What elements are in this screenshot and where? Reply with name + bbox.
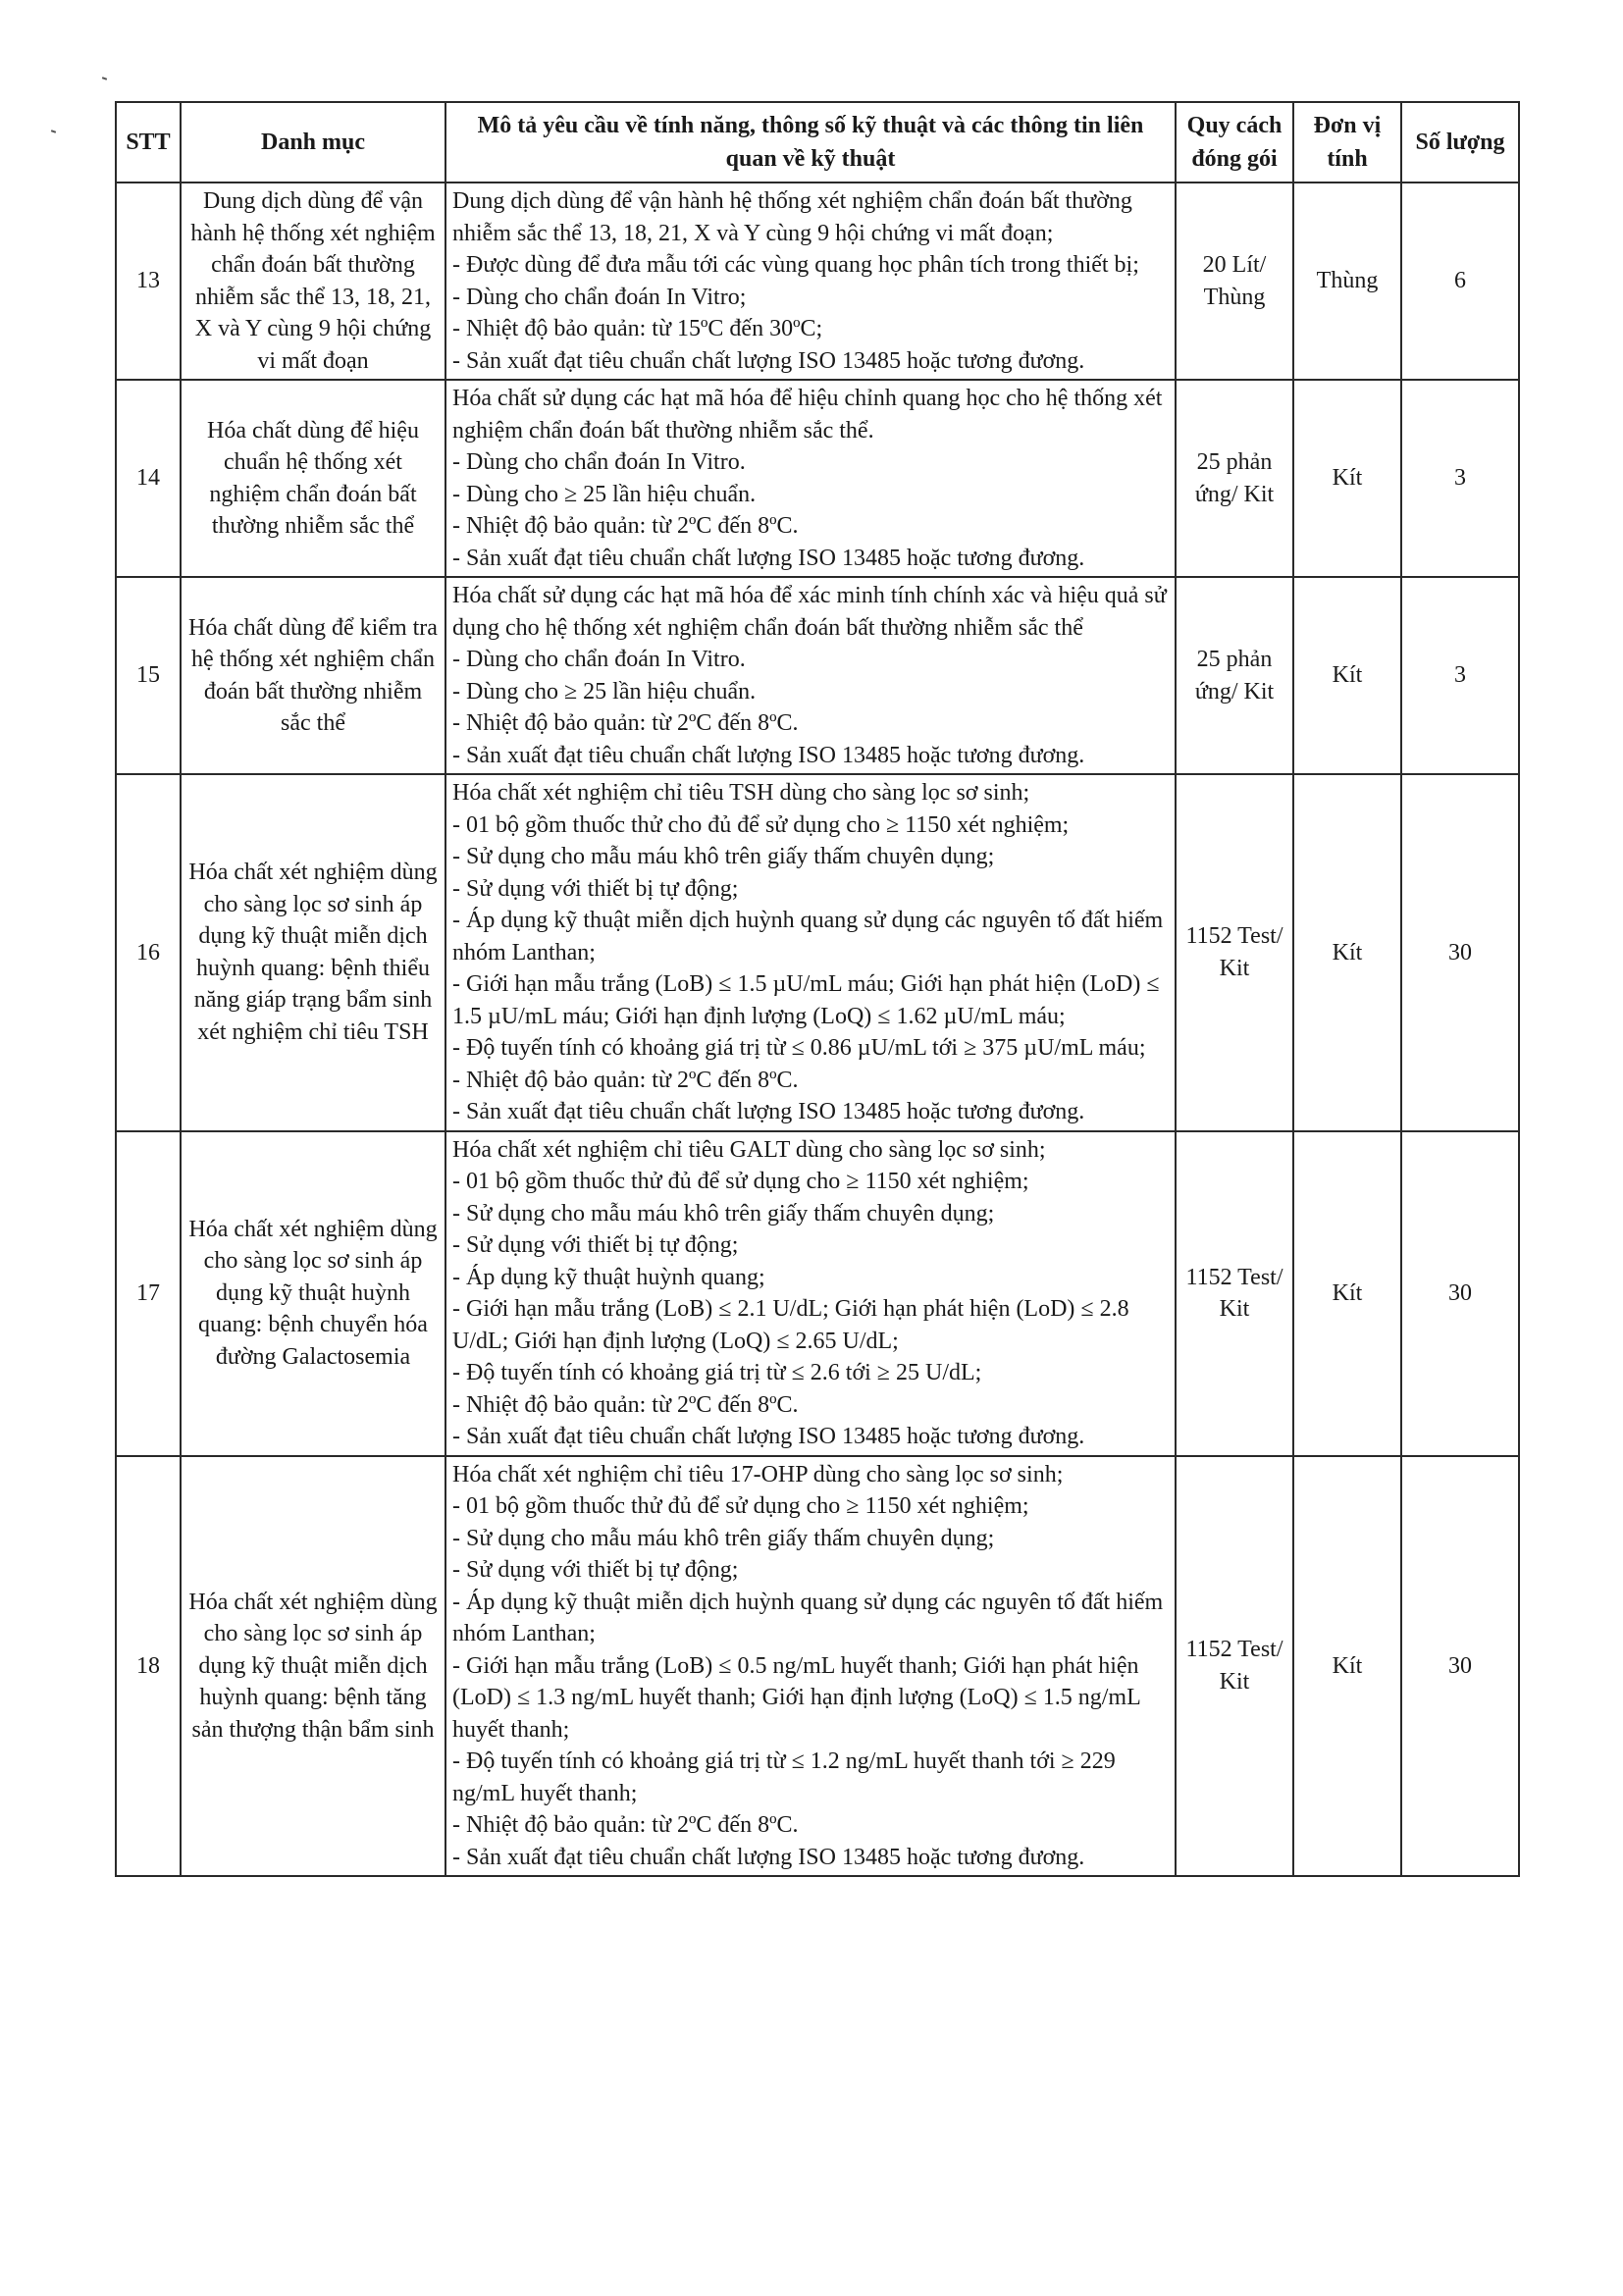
row-packaging: 1152 Test/ Kit (1176, 774, 1293, 1131)
description-line: - Áp dụng kỹ thuật miễn dịch huỳnh quang sử dụng các nguyên tố đất hiếm nhóm Lanthan; (452, 908, 1164, 965)
row-packaging: 20 Lít/ Thùng (1176, 183, 1293, 380)
row-category: Hóa chất dùng để kiểm tra hệ thống xét nghiệm chẩn đoán bất thường nhiễm sắc thể (181, 577, 445, 774)
description-line: - Nhiệt độ bảo quản: từ 15ºC đến 30ºC; (452, 316, 823, 341)
row-description (445, 774, 1176, 1131)
row-category: Hóa chất dùng để hiệu chuẩn hệ thống xét nghiệm chẩn đoán bất thường nhiễm sắc thể (181, 380, 445, 577)
header-row (116, 102, 1519, 183)
row-quantity: 30 (1401, 774, 1519, 1131)
description-line: Hóa chất xét nghiệm chỉ tiêu 17-OHP dùng cho sàng lọc sơ sinh; (452, 1461, 1064, 1487)
row-unit: Kít (1293, 380, 1401, 577)
header-category: Danh mục (181, 102, 445, 183)
header-stt: STT (116, 102, 181, 183)
description-line: - Độ tuyến tính có khoảng giá trị từ ≤ 2.6 tới ≥ 25 U/dL; (452, 1360, 982, 1385)
description-line: - Được dùng để đưa mẫu tới các vùng quang học phân tích trong thiết bị; (452, 252, 1139, 278)
description-line: - Sản xuất đạt tiêu chuẩn chất lượng ISO 13485 hoặc tương đương. (452, 545, 1085, 571)
row-category: Hóa chất xét nghiệm dùng cho sàng lọc sơ sinh áp dụng kỹ thuật miễn dịch huỳnh quang: bệnh thiểu năng giáp trạng bẩm sinh xét nghiệm chỉ tiêu TSH (181, 774, 445, 1131)
description-line: - Dùng cho chẩn đoán In Vitro. (452, 647, 746, 672)
description-line: - Giới hạn mẫu trắng (LoB) ≤ 2.1 U/dL; Giới hạn phát hiện (LoD) ≤ 2.8 U/dL; Giới hạn định lượng (LoQ) ≤ 2.65 U/dL; (452, 1296, 1129, 1354)
description-line: - Sản xuất đạt tiêu chuẩn chất lượng ISO 13485 hoặc tương đương. (452, 1844, 1085, 1870)
description-line: Hóa chất sử dụng các hạt mã hóa để xác minh tính chính xác và hiệu quả sử dụng cho hệ thống xét nghiệm chẩn đoán bất thường nhiễm sắc thể (452, 583, 1167, 641)
description-line: - Nhiệt độ bảo quản: từ 2ºC đến 8ºC. (452, 1391, 799, 1418)
description-line: - Độ tuyến tính có khoảng giá trị từ ≤ 0.86 µU/mL tới ≥ 375 µU/mL máu; (452, 1035, 1146, 1061)
scan-speck (51, 130, 56, 133)
row-quantity: 30 (1401, 1456, 1519, 1877)
description-line: - 01 bộ gồm thuốc thử đủ để sử dụng cho ≥ 1150 xét nghiệm; (452, 1493, 1029, 1519)
description-line: - Sử dụng cho mẫu máu khô trên giấy thấm chuyên dụng; (452, 1525, 995, 1551)
description-line: - Nhiệt độ bảo quản: từ 2ºC đến 8ºC. (452, 1067, 799, 1093)
row-packaging: 25 phản ứng/ Kit (1176, 577, 1293, 774)
row-unit: Kít (1293, 577, 1401, 774)
description-line: - Giới hạn mẫu trắng (LoB) ≤ 0.5 ng/mL huyết thanh; Giới hạn phát hiện (LoD) ≤ 1.3 ng/mL huyết thanh; Giới hạn định lượng (LoQ) ≤ 1.5 ng/mL huyết thanh; (452, 1652, 1140, 1743)
row-stt: 17 (116, 1131, 181, 1456)
description-line: - Dùng cho ≥ 25 lần hiệu chuẩn. (452, 678, 757, 704)
row-quantity: 3 (1401, 380, 1519, 577)
description-line: Hóa chất xét nghiệm chỉ tiêu GALT dùng cho sàng lọc sơ sinh; (452, 1136, 1046, 1163)
row-packaging: 1152 Test/ Kit (1176, 1131, 1293, 1456)
row-stt: 15 (116, 577, 181, 774)
row-description (445, 577, 1176, 774)
row-packaging: 1152 Test/ Kit (1176, 1456, 1293, 1877)
description-line: - Sử dụng với thiết bị tự động; (452, 875, 739, 902)
row-stt: 13 (116, 183, 181, 380)
table-row (116, 1131, 1519, 1456)
description-line: - Áp dụng kỹ thuật huỳnh quang; (452, 1264, 765, 1290)
row-description (445, 1456, 1176, 1877)
description-line: - Dùng cho chẩn đoán In Vitro; (452, 284, 747, 310)
row-unit: Kít (1293, 1456, 1401, 1877)
description-line: - Sử dụng cho mẫu máu khô trên giấy thấm chuyên dụng; (452, 844, 995, 869)
description-line: - Sản xuất đạt tiêu chuẩn chất lượng ISO 13485 hoặc tương đương. (452, 1424, 1085, 1449)
description-line: - Sản xuất đạt tiêu chuẩn chất lượng ISO 13485 hoặc tương đương. (452, 1099, 1085, 1124)
description-line: - 01 bộ gồm thuốc thử đủ để sử dụng cho ≥ 1150 xét nghiệm; (452, 1169, 1029, 1194)
header-packaging: Quy cách đóng gói (1176, 102, 1293, 183)
row-stt: 18 (116, 1456, 181, 1877)
row-category: Hóa chất xét nghiệm dùng cho sàng lọc sơ sinh áp dụng kỹ thuật miễn dịch huỳnh quang: bệnh tăng sản thượng thận bẩm sinh (181, 1456, 445, 1877)
description-line: - Sử dụng với thiết bị tự động; (452, 1232, 739, 1258)
description-line: Hóa chất sử dụng các hạt mã hóa để hiệu chỉnh quang học cho hệ thống xét nghiệm chẩn đoán bất thường nhiễm sắc thể. (452, 386, 1163, 444)
scan-speck (102, 77, 107, 80)
row-description (445, 1131, 1176, 1456)
row-category: Dung dịch dùng để vận hành hệ thống xét nghiệm chẩn đoán bất thường nhiễm sắc thể 13, 18, 21, X và Y cùng 9 hội chứng vi mất đoạn (181, 183, 445, 380)
header-quantity: Số lượng (1401, 102, 1519, 183)
description-line: - Giới hạn mẫu trắng (LoB) ≤ 1.5 µU/mL máu; Giới hạn phát hiện (LoD) ≤ 1.5 µU/mL máu; Giới hạn định lượng (LoQ) ≤ 1.62 µU/mL máu; (452, 971, 1160, 1029)
description-line: - Nhiệt độ bảo quản: từ 2ºC đến 8ºC. (452, 1812, 799, 1838)
description-line: - Sản xuất đạt tiêu chuẩn chất lượng ISO 13485 hoặc tương đương. (452, 347, 1085, 374)
table-row (116, 577, 1519, 774)
description-line: - Độ tuyến tính có khoảng giá trị từ ≤ 1.2 ng/mL huyết thanh tới ≥ 229 ng/mL huyết thanh; (452, 1748, 1116, 1806)
table-row (116, 183, 1519, 380)
row-unit: Thùng (1293, 183, 1401, 380)
description-line: Hóa chất xét nghiệm chỉ tiêu TSH dùng cho sàng lọc sơ sinh; (452, 780, 1030, 806)
description-line: - Nhiệt độ bảo quản: từ 2ºC đến 8ºC. (452, 513, 799, 539)
header-unit: Đơn vị tính (1293, 102, 1401, 183)
description-line: - Sử dụng với thiết bị tự động; (452, 1557, 739, 1583)
description-line: - Nhiệt độ bảo quản: từ 2ºC đến 8ºC. (452, 710, 799, 736)
description-line: Dung dịch dùng để vận hành hệ thống xét nghiệm chẩn đoán bất thường nhiễm sắc thể 13, 18, 21, X và Y cùng 9 hội chứng vi mất đoạn; (452, 188, 1132, 246)
description-line: - 01 bộ gồm thuốc thử cho đủ để sử dụng cho ≥ 1150 xét nghiệm; (452, 811, 1070, 838)
row-quantity: 3 (1401, 577, 1519, 774)
description-line: - Dùng cho chẩn đoán In Vitro. (452, 449, 746, 475)
row-category: Hóa chất xét nghiệm dùng cho sàng lọc sơ sinh áp dụng kỹ thuật huỳnh quang: bệnh chuyển hóa đường Galactosemia (181, 1131, 445, 1456)
header-description: Mô tả yêu cầu về tính năng, thông số kỹ thuật và các thông tin liên quan về kỹ thuật (445, 102, 1176, 183)
description-line: - Áp dụng kỹ thuật miễn dịch huỳnh quang sử dụng các nguyên tố đất hiếm nhóm Lanthan; (452, 1589, 1164, 1646)
row-description (445, 183, 1176, 380)
table-row (116, 1456, 1519, 1877)
row-unit: Kít (1293, 774, 1401, 1131)
description-line: - Sử dụng cho mẫu máu khô trên giấy thấm chuyên dụng; (452, 1200, 995, 1226)
row-packaging: 25 phản ứng/ Kit (1176, 380, 1293, 577)
spec-table (115, 101, 1520, 1877)
row-stt: 14 (116, 380, 181, 577)
row-stt: 16 (116, 774, 181, 1131)
row-quantity: 6 (1401, 183, 1519, 380)
table-row (116, 380, 1519, 577)
row-description (445, 380, 1176, 577)
description-line: - Sản xuất đạt tiêu chuẩn chất lượng ISO 13485 hoặc tương đương. (452, 742, 1085, 768)
row-unit: Kít (1293, 1131, 1401, 1456)
row-quantity: 30 (1401, 1131, 1519, 1456)
table-row (116, 774, 1519, 1131)
description-line: - Dùng cho ≥ 25 lần hiệu chuẩn. (452, 481, 757, 507)
